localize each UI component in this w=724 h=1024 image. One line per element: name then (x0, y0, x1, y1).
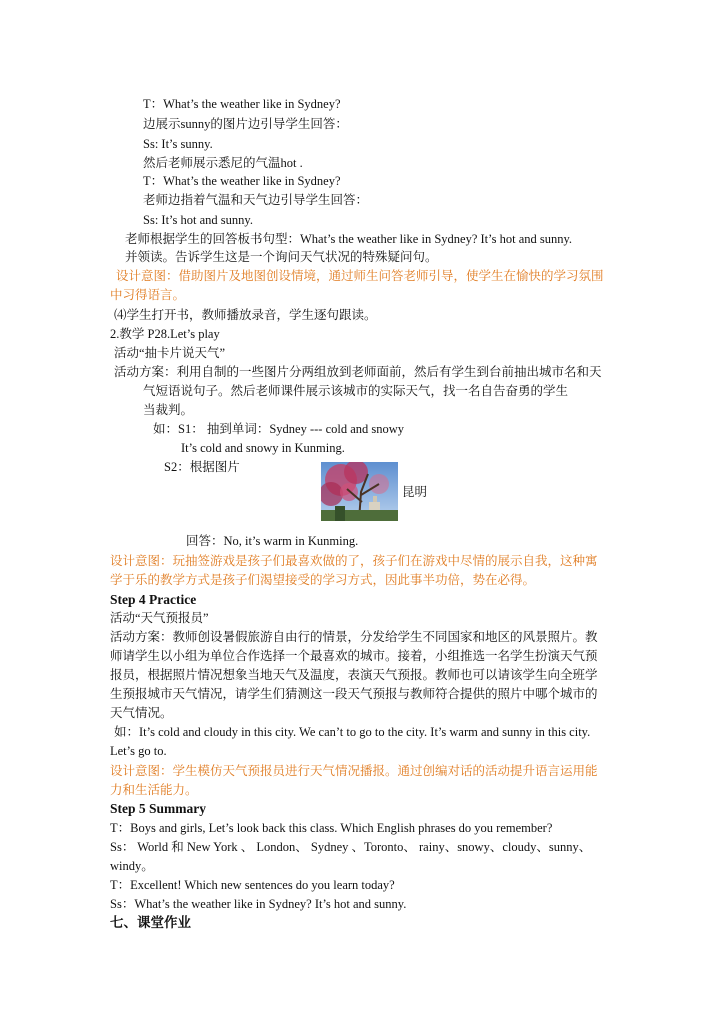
text-line: 活动“抽卡片说天气” (114, 346, 226, 360)
text-line: T：What’s the weather like in Sydney? (143, 174, 341, 188)
design-note: 学于乐的教学方式是孩子们渴望接受的学习方式，因此事半功倍，势在必得。 (110, 573, 536, 587)
section-heading: 七、课堂作业 (110, 915, 191, 930)
text-line: 并领读。告诉学生这是一个询问天气状况的特殊疑问句。 (125, 250, 438, 264)
text-line: 生预报城市天气情况，请学生们猜测这一段天气预报与教师符合提供的照片中哪个城市的 (110, 687, 598, 701)
design-note: 设计意图：学生模仿天气预报员进行天气情况播报。通过创编对话的活动提升语言运用能 (110, 764, 598, 778)
text-line: 2.教学 P28.Let’s play (110, 327, 220, 341)
text-line: 边展示sunny的图片边引导学生回答： (143, 117, 348, 131)
design-note: 中习得语言。 (110, 288, 186, 302)
design-note: 设计意图：玩抽签游戏是孩子们最喜欢做的了，孩子们在游戏中尽情的展示自我，这种寓 (110, 554, 598, 568)
text-line: Ss： World 和 New York 、 London、 Sydney 、Toronto、 rainy、snowy、cloudy、sunny、 (110, 840, 592, 854)
text-line: 老师边指着气温和天气边引导学生回答： (143, 193, 369, 207)
text-line: T：What’s the weather like in Sydney? (143, 97, 341, 111)
kunming-photo (321, 462, 398, 521)
text-line: 气短语说句子。然后老师课件展示该城市的实际天气，找一名自告奋勇的学生 (143, 384, 569, 398)
text-line: 当裁判。 (143, 403, 194, 417)
text-line: 活动方案：教师创设暑假旅游自由行的情景，分发给学生不同国家和地区的风景照片。教 (110, 630, 598, 644)
text-line: 回答：No, it’s warm in Kunming. (186, 534, 359, 548)
text-line: 如：It’s cold and cloudy in this city. We can’t to go to the city. It’s warm and sunny in this city. (114, 725, 591, 739)
kunming-photo-image (321, 462, 398, 521)
text-line: Ss：What’s the weather like in Sydney? It’s hot and sunny. (110, 897, 407, 911)
text-line: 活动“天气预报员” (110, 611, 209, 625)
text-line: windy。 (110, 859, 154, 873)
text-line: Ss: It’s sunny. (143, 137, 213, 151)
text-line: 然后老师展示悉尼的气温hot . (143, 156, 303, 170)
section-heading: Step 5 Summary (110, 801, 207, 816)
text-line: Ss: It’s hot and sunny. (143, 213, 253, 227)
text-line: 活动方案：利用自制的一些图片分两组放到老师面前，然后有学生到台前抽出城市名和天 (114, 365, 602, 379)
design-note: 设计意图：借助图片及地图创设情境，通过师生问答老师引导，使学生在愉快的学习氛围 (116, 269, 604, 283)
section-heading: Step 4 Practice (110, 592, 197, 607)
photo-caption: 昆明 (402, 485, 428, 499)
text-line: T：Boys and girls, Let’s look back this class. Which English phrases do you remember? (110, 821, 553, 835)
text-line: S2：根据图片 (164, 460, 240, 474)
text-line: T：Excellent! Which new sentences do you learn today? (110, 878, 395, 892)
text-line: 报员，根据照片情况想象当地天气及温度，表演天气预报。教师也可以请该学生向全班学 (110, 668, 598, 682)
text-line: 天气情况。 (110, 706, 173, 720)
design-note: 力和生活能力。 (110, 783, 198, 797)
text-line: ⑷学生打开书，教师播放录音，学生逐句跟读。 (114, 308, 377, 322)
text-line: 老师根据学生的回答板书句型：What’s the weather like in Sydney? It’s hot and sunny. (125, 232, 573, 246)
text-line: 如：S1： 抽到单词：Sydney --- cold and snowy (153, 422, 405, 436)
text-line: 师请学生以小组为单位合作选择一个最喜欢的城市。接着，小组推选一名学生扮演天气预 (110, 649, 598, 663)
text-line: It’s cold and snowy in Kunming. (181, 441, 345, 455)
text-line: Let’s go to. (110, 744, 167, 758)
